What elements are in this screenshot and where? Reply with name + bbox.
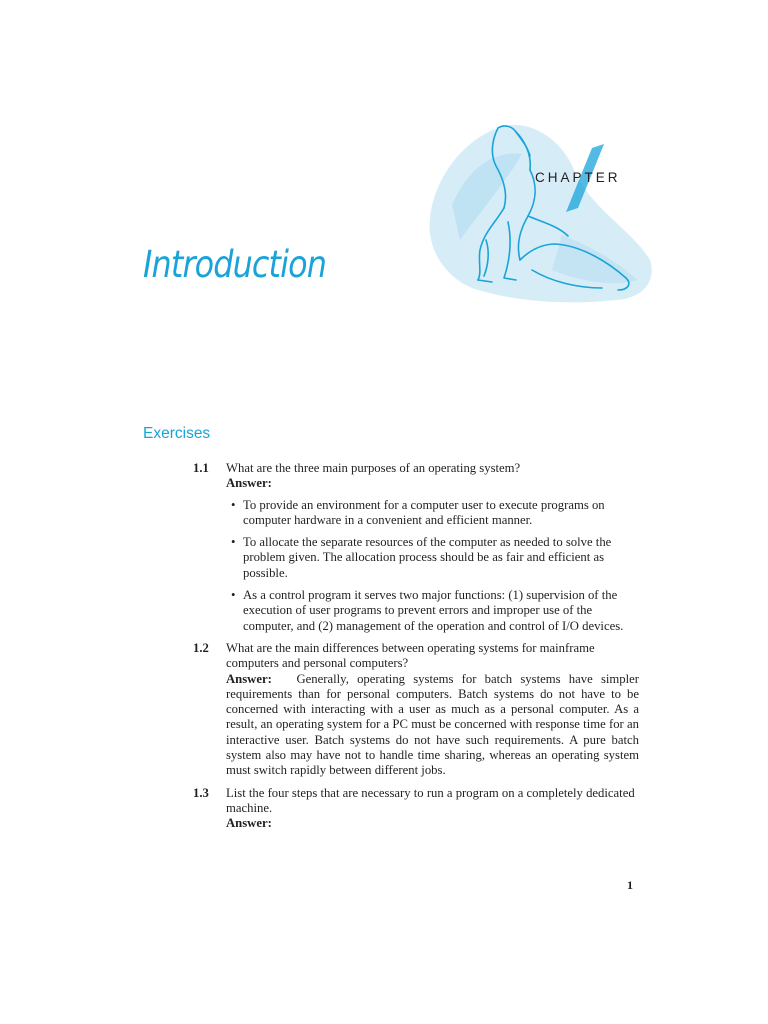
bullet-icon: • [231, 588, 236, 603]
answer-bullet-text: To provide an environment for a computer user to execute programs on computer hardware in a convenient and efficient manner. [243, 497, 605, 527]
answer-label: Answer: [226, 671, 272, 686]
exercise-list [193, 461, 639, 839]
answer-bullet-text: To allocate the separate resources of the computer as needed to solve the problem given. The allocation process should be as fair and efficient as possible. [243, 535, 612, 580]
bullet-icon: • [231, 497, 236, 512]
answer-bullet-list [226, 498, 639, 634]
exercise-question: List the four steps that are necessary to run a program on a completely dedicated machine. [226, 785, 635, 815]
exercise-1-3 [193, 786, 639, 832]
exercise-number: 1.2 [193, 640, 209, 655]
seated-dog-sketch-icon [412, 110, 662, 310]
chapter-illustration [412, 110, 662, 310]
answer-label: Answer: [226, 816, 272, 831]
chapter-title: Introduction [143, 243, 327, 286]
section-heading: Exercises [143, 425, 211, 442]
exercise-1-2 [193, 641, 639, 779]
answer-text: Generally, operating systems for batch systems have simpler requirements than for personal computers. Batch systems do not have to be concerned with interacting with a user as much as a personal computer. As a result, an operating system for a PC must be concerned with response time for an interactive user. Batch systems do not have such requirements. A pure batch system also may have not to handle time sharing, whereas an operating system must switch rapidly between different jobs. [226, 671, 640, 778]
exercise-question: What are the three main purposes of an operating system? [226, 461, 521, 475]
page-number: 1 [627, 878, 633, 892]
answer-bullet-item [226, 588, 639, 634]
answer-bullet-text: As a control program it serves two major functions: (1) supervision of the execution of user programs to prevent errors and improper use of the computer, and (2) management of the operation and control of I/O devices. [243, 588, 624, 633]
exercise-number: 1.1 [193, 461, 209, 475]
bullet-icon: • [231, 535, 236, 550]
exercise-number: 1.3 [193, 785, 209, 800]
answer-bullet-item [226, 498, 639, 529]
exercise-1-1 [193, 461, 639, 634]
answer-paragraph [226, 672, 639, 779]
answer-label: Answer: [226, 476, 272, 491]
chapter-label: CHAPTER [535, 170, 621, 185]
exercise-question: What are the main differences between operating systems for mainframe computers and personal computers? [226, 640, 595, 671]
answer-bullet-item [226, 535, 639, 581]
